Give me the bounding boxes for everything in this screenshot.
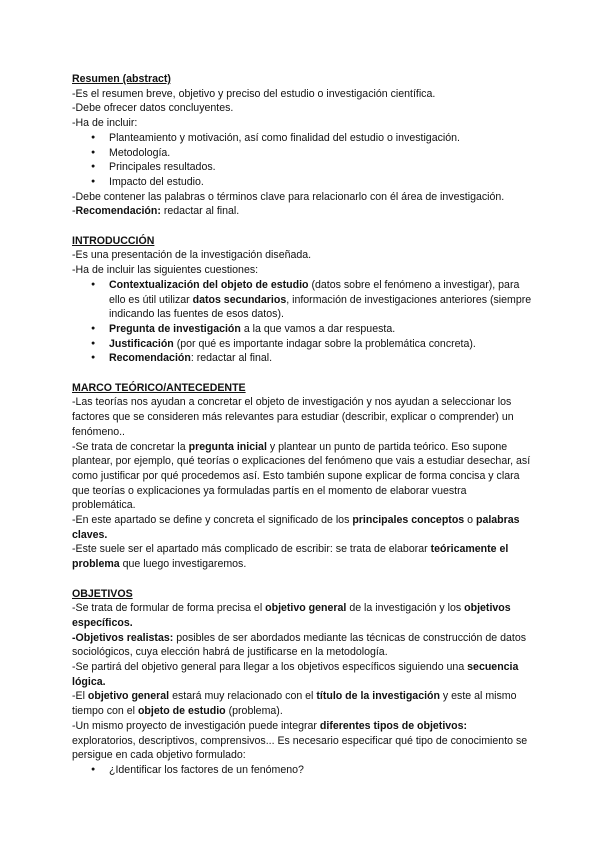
- marco-p2-b: y plantear un punto de partida teórico. Eso supone plantear, por ejemplo, qué teorías o explicaciones del fenómeno que vais a estudiar desechar, así como justificar por qué procedemos así. Esto también supone explicar de forma concisa y clara que teorías o explicaciones ya formuladas partís en el momento de elaborar vuestra problemática.: [72, 440, 531, 512]
- objetivos-paragraph-2: [72, 631, 532, 660]
- section-introduccion: [72, 234, 532, 366]
- resumen-p5-prefix: -: [72, 205, 76, 218]
- obj-p4-c: y este al mismo tiempo con el: [72, 690, 517, 718]
- obj-p2-bold: -Objetivos realistas:: [72, 631, 174, 644]
- obj-p1-bold2: objetivos específicos.: [72, 602, 511, 629]
- intro-bullet-list: [72, 278, 532, 366]
- section-objetivos: [72, 587, 532, 778]
- marco-p4-bold: teóricamente el problema: [72, 543, 509, 571]
- intro-b3-bold: Justificación: [109, 337, 174, 350]
- marco-p4-b: que luego investigaremos.: [119, 558, 247, 571]
- obj-p4-bold3: objeto de estudio: [137, 705, 226, 718]
- obj-p5-bold: diferentes tipos de objetivos:: [319, 719, 468, 732]
- intro-bullet-3: [72, 337, 532, 352]
- resumen-recomendacion-label: Recomendación:: [75, 205, 161, 218]
- obj-p5-b: exploratorios, descriptivos, comprensivos... Es necesario especificar qué tipo de conocimiento se persigue en cada objetivo formulado:: [72, 734, 528, 762]
- marco-paragraph-3: [72, 513, 532, 542]
- resumen-paragraph-3: -Ha de incluir:: [72, 117, 138, 130]
- intro-b1-rest2: , información de investigaciones anteriores (siempre indicando las fuentes de esos datos).: [109, 293, 532, 321]
- marco-p2-a: -Se trata de concretar la: [72, 440, 189, 453]
- intro-paragraph-1: -Es una presentación de la investigación diseñada.: [72, 249, 312, 262]
- intro-b3-rest: (por qué es importante indagar sobre la problemática concreta).: [173, 337, 476, 350]
- marco-paragraph-2: [72, 440, 532, 514]
- objetivos-paragraph-1: [72, 601, 532, 630]
- intro-paragraph-2: -Ha de incluir las siguientes cuestiones:: [72, 264, 259, 277]
- resumen-bullet-2: ● Metodología.: [72, 146, 532, 161]
- heading-resumen: Resumen (abstract): [72, 73, 171, 85]
- obj-p3-a: -Se partirá del objetivo general para llegar a los objetivos específicos siguiendo una: [72, 661, 468, 674]
- heading-introduccion: INTRODUCCIÓN: [72, 234, 155, 247]
- obj-p1-bold: objetivo general: [265, 602, 347, 615]
- marco-paragraph-1: -Las teorías nos ayudan a concretar el objeto de investigación y nos ayudan a seleccionar los factores que se consideren más relevantes para estudiar (describir, explicar o comprender) un fenómeno..: [72, 396, 514, 438]
- marco-p3-a: -En este apartado se define y concreta el significado de los: [72, 514, 353, 527]
- intro-bullet-4: [72, 351, 532, 366]
- marco-p4-a: -Este suele ser el apartado más complicado de escribir: se trata de elaborar: [72, 543, 431, 556]
- obj-p4-bold: objetivo general: [87, 690, 170, 703]
- resumen-paragraph-1: -Es el resumen breve, objetivo y preciso del estudio o investigación científica.: [72, 87, 436, 100]
- resumen-bullet-4: ● Impacto del estudio.: [72, 175, 532, 190]
- intro-b1-rest1: (datos sobre el fenómeno a investigar), para ello es útil utilizar: [109, 278, 520, 306]
- objetivos-paragraph-3: [72, 660, 532, 689]
- obj-p4-b: estará muy relacionado con el: [169, 690, 317, 703]
- heading-objetivos: OBJETIVOS: [72, 587, 133, 600]
- resumen-bullet-3: ● Principales resultados.: [72, 160, 532, 175]
- objetivos-bullet-list: [72, 763, 532, 778]
- obj-p2-rest: posibles de ser abordados mediante las técnicas de construcción de datos sociológicos, cuya elección habrá de justificarse en la metodología.: [72, 631, 527, 659]
- obj-p4-a: -El: [72, 690, 88, 703]
- marco-p2-bold: pregunta inicial: [188, 440, 267, 453]
- objetivos-bullet-1: ● ¿Identificar los factores de un fenómeno?: [72, 763, 532, 778]
- document-content: [72, 72, 532, 778]
- section-marco-teorico: [72, 381, 532, 572]
- objetivos-paragraph-4: [72, 689, 532, 718]
- resumen-paragraph-5: [72, 204, 532, 219]
- marco-paragraph-4: [72, 542, 532, 571]
- resumen-bullet-list: [72, 131, 532, 190]
- intro-b1-bold2: datos secundarios: [192, 293, 287, 306]
- marco-p3-bold2: palabras claves.: [72, 514, 520, 541]
- intro-bullet-1: [72, 278, 532, 322]
- marco-p3-b: o: [464, 514, 476, 527]
- resumen-paragraph-2: -Debe ofrecer datos concluyentes.: [72, 102, 234, 115]
- intro-bullet-2: [72, 322, 532, 337]
- obj-p1-b: de la investigación y los: [346, 602, 465, 615]
- marco-p3-bold: principales conceptos: [352, 514, 465, 527]
- obj-p3-bold: secuencia lógica.: [72, 661, 519, 688]
- resumen-p5-rest: redactar al final.: [160, 205, 240, 218]
- intro-b4-rest: : redactar al final.: [190, 352, 273, 365]
- obj-p4-bold2: título de la investigación: [316, 690, 440, 703]
- intro-b4-bold: Recomendación: [109, 352, 191, 365]
- resumen-paragraph-4: -Debe contener las palabras o términos clave para relacionarlo con él área de investigación.: [72, 190, 505, 203]
- intro-b1-bold: Contextualización del objeto de estudio: [109, 278, 309, 291]
- heading-marco-teorico: MARCO TEÓRICO/ANTECEDENTE: [72, 381, 246, 394]
- intro-b2-rest: a la que vamos a dar respuesta.: [240, 322, 396, 335]
- obj-p4-d: (problema).: [225, 705, 283, 718]
- objetivos-paragraph-5: [72, 719, 532, 763]
- section-resumen: [72, 72, 532, 219]
- resumen-bullet-1: ● Planteamiento y motivación, así como finalidad del estudio o investigación.: [72, 131, 532, 146]
- obj-p5-a: -Un mismo proyecto de investigación puede integrar: [72, 719, 320, 732]
- intro-b2-bold: Pregunta de investigación: [109, 322, 241, 335]
- obj-p1-a: -Se trata de formular de forma precisa el: [72, 602, 266, 615]
